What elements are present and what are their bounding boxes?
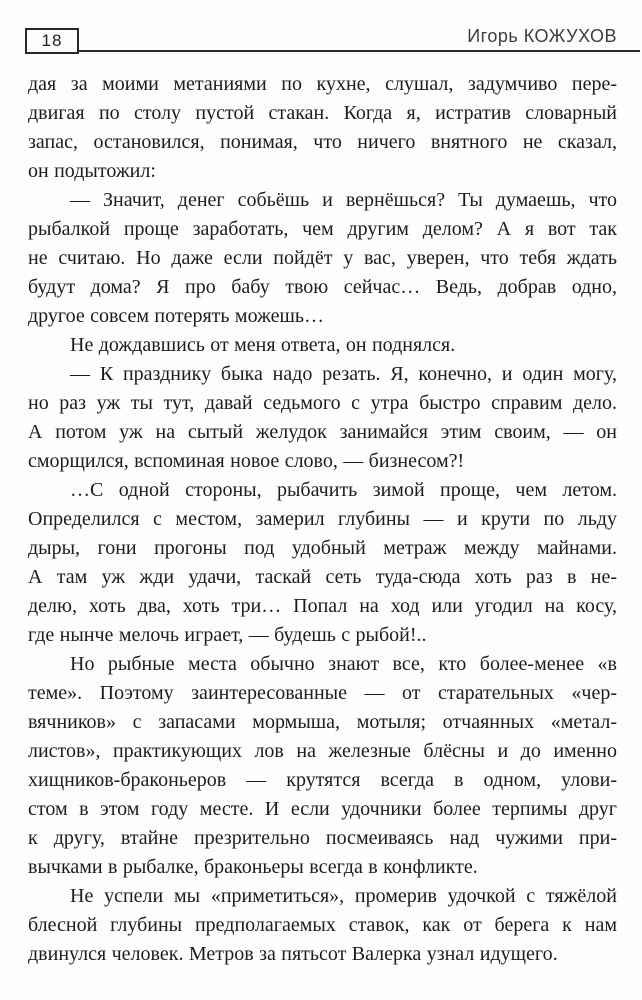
text-line: к другу, втайне презрительно посмеиваясь над чужими при- xyxy=(28,827,617,849)
text-line: Не дождавшись от меня ответа, он поднялся. xyxy=(70,334,456,356)
paragraph xyxy=(28,476,617,650)
text-line: блесной глубины предполагаемых ставок, как от берега к нам xyxy=(28,914,617,936)
text-line: двигая по столу пустой стакан. Когда я, истратив словарный xyxy=(28,102,617,124)
text-line: Не успели мы «приметиться», промерив удочкой с тяжёлой xyxy=(70,885,617,907)
text-line: но раз уж ты тут, давай седьмого с утра быстро справим дело. xyxy=(28,392,617,414)
text-line: запас, остановился, понимая, что ничего внятного не сказал, xyxy=(28,131,617,153)
text-line: рыбалкой проще заработать, чем другим делом? А я вот так xyxy=(28,218,617,240)
text-line: хищников-браконьеров — крутятся всегда в одном, улови- xyxy=(28,769,617,791)
text-line: вячников» с запасами мормыша, мотыля; отчаянных «метал- xyxy=(28,711,617,733)
header-rule xyxy=(25,50,640,52)
text-line: дая за моими метаниями по кухне, слушал, задумчиво пере- xyxy=(28,73,617,95)
text-line: он подытожил: xyxy=(28,160,156,182)
paragraph xyxy=(28,70,617,186)
text-line: стом в этом году месте. И если удочники более терпимы друг xyxy=(28,798,617,820)
text-line: будут дома? Я про бабу твою сейчас… Ведь, добрав одно, xyxy=(28,276,617,298)
paragraph xyxy=(28,331,617,360)
text-line: А потом уж на сытый желудок занимайся этим своим, — он xyxy=(28,421,617,443)
text-line: вычками в рыбалке, браконьеры всегда в конфликте. xyxy=(28,856,478,878)
page-number: 18 xyxy=(41,31,63,50)
body-text xyxy=(28,70,617,969)
text-line: двинулся человек. Метров за пятьсот Валерка узнал идущего. xyxy=(28,943,558,965)
text-line: не считаю. Но даже если пойдёт у вас, уверен, что тебя ждать xyxy=(28,247,617,269)
running-header-author: Игорь КОЖУХОВ xyxy=(467,26,617,46)
paragraph xyxy=(28,882,617,969)
text-line: …С одной стороны, рыбачить зимой проще, чем летом. xyxy=(70,479,617,501)
text-line: — Значит, денег собьёшь и вернёшься? Ты думаешь, что xyxy=(70,189,617,211)
text-line: теме». Поэтому заинтересованные — от старательных «чер- xyxy=(28,682,617,704)
paragraph xyxy=(28,650,617,882)
text-line: Определился с местом, замерил глубины — и крути по льду xyxy=(28,508,617,530)
text-line: другое совсем потерять можешь… xyxy=(28,305,325,327)
paragraph xyxy=(28,360,617,476)
text-line: А там уж жди удачи, таскай сеть туда-сюда хоть раз в не- xyxy=(28,566,617,588)
text-line: листов», практикующих лов на железные блёсны и до именно xyxy=(28,740,617,762)
paragraph xyxy=(28,186,617,331)
text-line: сморщился, вспоминая новое слово, — бизнесом?! xyxy=(28,450,465,472)
text-line: Но рыбные места обычно знают все, кто более-менее «в xyxy=(70,653,617,675)
text-line: где нынче мелочь играет, — будешь с рыбой!.. xyxy=(28,624,427,646)
page-number-box xyxy=(25,28,79,54)
text-line: — К празднику быка надо резать. Я, конечно, и один могу, xyxy=(70,363,617,385)
text-line: дыры, гони прогоны под удобный метраж между майнами. xyxy=(28,537,617,559)
text-line: делю, хоть два, хоть три… Попал на ход или угодил на косу, xyxy=(28,595,617,617)
